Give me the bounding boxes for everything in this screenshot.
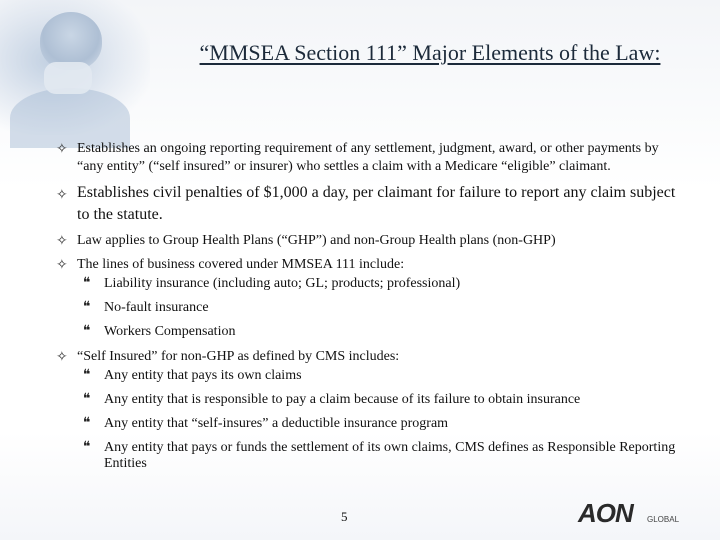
- sub-bullet-item: [83, 368, 676, 384]
- sub-bullet-item: [83, 300, 676, 316]
- quote-mark-icon: ❝: [83, 391, 91, 407]
- slide-title: “MMSEA Section 111” Major Elements of the Law:: [199, 40, 661, 65]
- quote-mark-icon: ❝: [83, 415, 91, 431]
- bullet-diamond-icon: ✧: [56, 349, 68, 365]
- sub-bullet-item: [83, 440, 676, 472]
- quote-mark-icon: ❝: [83, 275, 91, 291]
- aon-logo: [578, 500, 678, 526]
- bullet-item: [56, 256, 676, 340]
- bullet-text: “Self Insured” for non-GHP as defined by CMS includes:: [77, 349, 400, 364]
- sub-bullet-text: Liability insurance (including auto; GL; products; professional): [104, 276, 461, 291]
- bullet-diamond-icon: ✧: [56, 233, 68, 249]
- page-number: 5: [341, 509, 348, 524]
- sub-bullet-list: [77, 368, 676, 472]
- sub-bullet-text: No-fault insurance: [104, 300, 209, 315]
- bullet-text: The lines of business covered under MMSEA 111 include:: [77, 257, 405, 272]
- quote-mark-icon: ❝: [83, 439, 91, 455]
- sub-bullet-list: [77, 276, 676, 340]
- surgeon-photo: [0, 0, 150, 135]
- bullet-diamond-icon: ✧: [56, 257, 68, 273]
- bullet-diamond-icon: ✧: [56, 187, 68, 203]
- sub-bullet-text: Workers Compensation: [104, 324, 236, 339]
- sub-bullet-item: [83, 392, 676, 408]
- bullet-item: [56, 140, 676, 176]
- sub-bullet-item: [83, 416, 676, 432]
- surgeon-shoulder: [10, 88, 130, 148]
- logo-tagline: GLOBAL: [647, 515, 680, 524]
- sub-bullet-item: [83, 276, 676, 292]
- bullet-list: [56, 140, 676, 480]
- bullet-item: [56, 182, 676, 226]
- sub-bullet-text: Any entity that pays its own claims: [104, 368, 302, 383]
- bullet-text: Establishes an ongoing reporting requirement of any settlement, judgment, award, or other payments by “any entity” (“self insured” or insurer) who settles a claim with a Medicare “eligible” claimant.: [77, 141, 659, 174]
- sub-bullet-text: Any entity that pays or funds the settlement of its own claims, CMS defines as Responsible Reporting Entities: [104, 440, 676, 471]
- sub-bullet-item: [83, 324, 676, 340]
- logo-brand: AON: [578, 498, 633, 528]
- bullet-item: [56, 232, 676, 250]
- surgical-mask: [44, 62, 92, 94]
- quote-mark-icon: ❝: [83, 323, 91, 339]
- quote-mark-icon: ❝: [83, 367, 91, 383]
- bullet-item: [56, 348, 676, 472]
- sub-bullet-text: Any entity that is responsible to pay a claim because of its failure to obtain insurance: [104, 392, 581, 407]
- bullet-diamond-icon: ✧: [56, 141, 68, 157]
- quote-mark-icon: ❝: [83, 299, 91, 315]
- bullet-text: Law applies to Group Health Plans (“GHP”) and non-Group Health plans (non-GHP): [77, 233, 556, 248]
- sub-bullet-text: Any entity that “self-insures” a deductible insurance program: [104, 416, 449, 431]
- bullet-text: Establishes civil penalties of $1,000 a day, per claimant for failure to report any claim subject to the statute.: [77, 184, 676, 223]
